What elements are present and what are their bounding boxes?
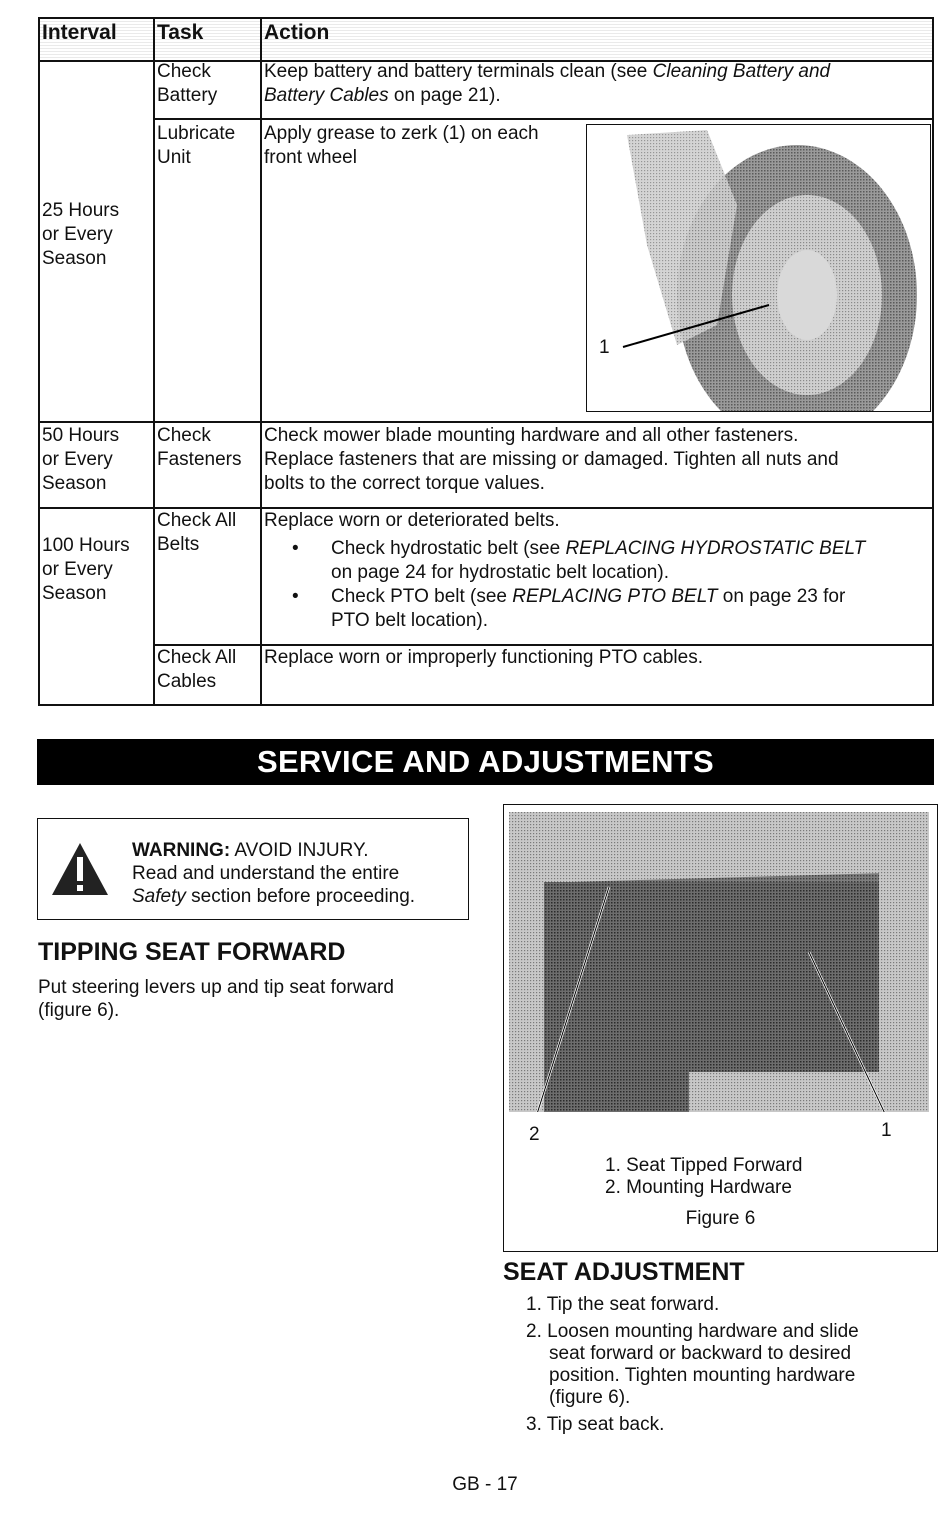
tipping-seat-heading: TIPPING SEAT FORWARD [38,938,346,966]
bullet-text: Check hydrostatic belt (see [331,538,566,559]
figure-legend [605,1155,803,1199]
callout-1: 1 [599,337,610,358]
interval-line: or Every [42,559,113,580]
bullet-text: Check PTO belt (see [331,586,513,607]
bullet-dot: • [292,538,299,559]
bullet-reference: REPLACING PTO BELT [512,586,718,607]
warning-label: WARNING: [132,840,231,861]
step-item: 1. Tip the seat forward. [526,1294,720,1315]
bullet-reference: REPLACING HYDROSTATIC BELT [565,538,866,559]
warning-line-text: section before proceeding. [185,886,416,907]
step-continuation: seat forward or backward to desired [549,1343,852,1364]
action-fasteners [264,424,839,496]
bullet-pto-belt [331,585,931,633]
step-item: 3. Tip seat back. [526,1414,665,1435]
table-border-top [38,17,934,19]
warning-box [37,818,469,920]
task-check-all-belts [157,509,236,557]
table-border-left [38,17,40,705]
task-lubricate-unit [157,122,235,170]
action-battery [264,60,928,108]
task-line: Battery [157,85,218,106]
figure-6-box [503,804,938,1252]
table-row-divider [38,421,934,423]
header-task: Task [157,21,204,44]
task-line: Belts [157,534,200,555]
interval-line: or Every [42,449,113,470]
task-check-all-cables [157,646,236,694]
bullet-hydrostatic-belt [331,537,931,585]
task-line: Check All [157,510,237,531]
step-item: 2. Loosen mounting hardware and slide [526,1321,859,1342]
table-col-divider-1 [153,17,155,705]
legend-item: 2. Mounting Hardware [605,1177,792,1198]
front-wheel-illustration [587,125,930,411]
callout-2: 2 [529,1124,540,1145]
table-row-divider [153,118,934,120]
header-interval: Interval [42,21,117,44]
tipping-seat-body [38,976,394,1022]
interval-line: 50 Hours [42,425,120,446]
figure-caption: Figure 6 [685,1208,756,1229]
interval-line: 100 Hours [42,535,130,556]
task-line: Unit [157,147,191,168]
bullet-text: on page 23 for [717,586,846,607]
action-belts: Replace worn or deteriorated belts. [264,510,560,531]
task-line: Lubricate [157,123,236,144]
section-banner: SERVICE AND ADJUSTMENTS [37,739,934,785]
action-reference: Cleaning Battery and [652,61,831,82]
warning-line: Read and understand the entire [132,863,400,884]
warning-line [132,885,462,908]
task-check-fasteners [157,424,241,472]
front-wheel-figure [586,124,931,412]
table-border-bottom [38,704,934,706]
action-text: on page 21). [388,85,501,106]
seat-adjustment-steps [526,1294,859,1436]
action-line: Replace fasteners that are missing or damaged. Tighten all nuts and [264,449,839,470]
warning-triangle-icon [50,841,110,897]
warning-line [132,839,462,862]
interval-100-hours [42,534,130,606]
seat-adjustment-heading: SEAT ADJUSTMENT [503,1258,745,1286]
task-line: Check All [157,647,237,668]
action-text: Keep battery and battery terminals clean (see [264,61,653,82]
task-check-battery [157,60,217,108]
action-lubricate [264,122,539,170]
bullet-text: PTO belt location). [331,610,489,631]
action-line: Check mower blade mounting hardware and all other fasteners. [264,425,799,446]
bullet-text: on page 24 for hydrostatic belt location). [331,562,669,583]
action-line: bolts to the correct torque values. [264,473,545,494]
action-reference: Battery Cables [264,85,389,106]
step-continuation: position. Tighten mounting hardware [549,1365,856,1386]
body-line: Put steering levers up and tip seat forward [38,977,394,998]
seat-tipped-photo [509,812,929,1112]
task-line: Check [157,61,211,82]
body-line: (figure 6). [38,1000,120,1021]
interval-line: Season [42,583,107,604]
interval-line: Season [42,248,107,269]
page-number: GB - 17 [452,1474,518,1495]
interval-line: or Every [42,224,113,245]
step-continuation: (figure 6). [549,1387,631,1408]
callout-1: 1 [881,1120,892,1141]
task-line: Fasteners [157,449,242,470]
action-cables: Replace worn or improperly functioning PTO cables. [264,647,703,668]
table-border-right [932,17,934,705]
table-col-divider-2 [260,17,262,705]
interval-50-hours [42,424,119,496]
warning-reference: Safety [132,886,186,907]
action-line: Apply grease to zerk (1) on each [264,123,539,144]
warning-text [132,839,462,908]
warning-line-text: AVOID INJURY. [230,840,369,861]
action-line: front wheel [264,147,357,168]
legend-item: 1. Seat Tipped Forward [605,1155,803,1176]
task-line: Check [157,425,211,446]
interval-25-hours [42,199,119,271]
task-line: Cables [157,671,217,692]
interval-line: Season [42,473,107,494]
bullet-dot: • [292,586,299,607]
header-action: Action [264,21,330,44]
interval-line: 25 Hours [42,200,120,221]
